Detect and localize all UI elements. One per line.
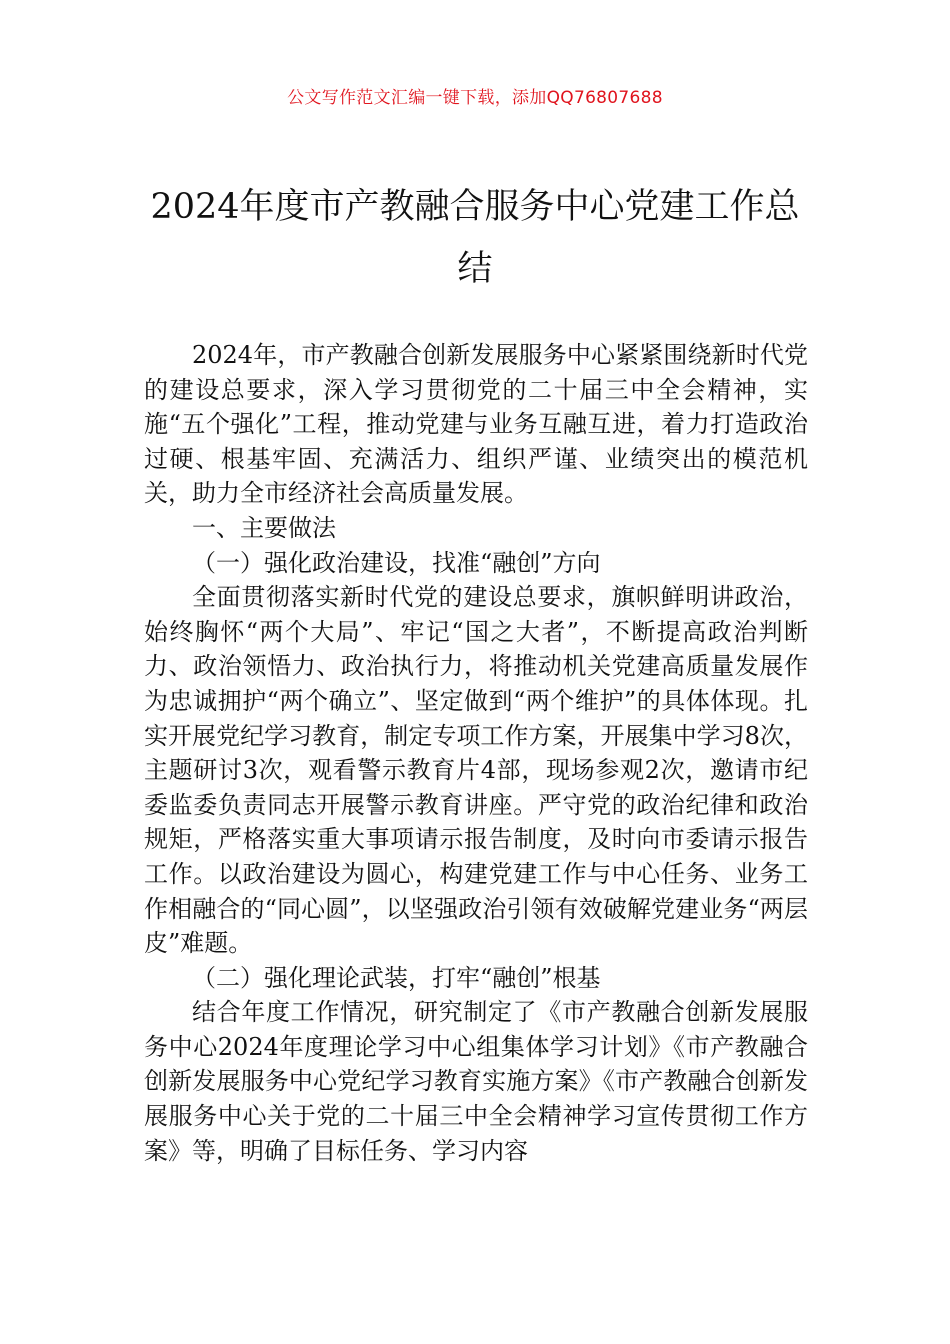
download-banner[interactable]: 公文写作范文汇编一键下载，添加QQ76807688	[287, 88, 663, 108]
document-title: 2024年度市产教融合服务中心党建工作总结	[150, 187, 800, 289]
section-heading-main-practices: 一、主要做法	[192, 513, 336, 542]
document-body	[144, 338, 808, 1168]
paragraph-theory: 结合年度工作情况，研究制定了《市产教融合创新发展服务中心2024年度理论学习中心组集体学习计划》《市产教融合创新发展服务中心党纪学习教育实施方案》《市产教融合创新发展服务中心关于党的二十届三中全会精神学习宣传贯彻工作方案》等，明确了目标任务、学习内容	[144, 998, 808, 1165]
paragraph-intro: 2024年，市产教融合创新发展服务中心紧紧围绕新时代党的建设总要求，深入学习贯彻党的二十届三中全会精神，实施“五个强化”工程，推动党建与业务互融互进，着力打造政治过硬、根基牢固、充满活力、组织严谨、业绩突出的模范机关，助力全市经济社会高质量发展。	[144, 341, 808, 508]
subsection-heading-political: （一）强化政治建设，找准“融创”方向	[192, 548, 601, 577]
subsection-heading-theory: （二）强化理论武装，打牢“融创”根基	[192, 963, 601, 992]
paragraph-political: 全面贯彻落实新时代党的建设总要求，旗帜鲜明讲政治，始终胸怀“两个大局”、牢记“国之大者”，不断提高政治判断力、政治领悟力、政治执行力，将推动机关党建高质量发展作为忠诚拥护“两个确立”、坚定做到“两个维护”的具体体现。扎实开展党纪学习教育，制定专项工作方案，开展集中学习8次，主题研讨3次，观看警示教育片4部，现场参观2次，邀请市纪委监委负责同志开展警示教育讲座。严守党的政治纪律和政治规矩，严格落实重大事项请示报告制度，及时向市委请示报告工作。以政治建设为圆心，构建党建工作与中心任务、业务工作相融合的“同心圆”，以坚强政治引领有效破解党建业务“两层皮”难题。	[144, 583, 808, 958]
